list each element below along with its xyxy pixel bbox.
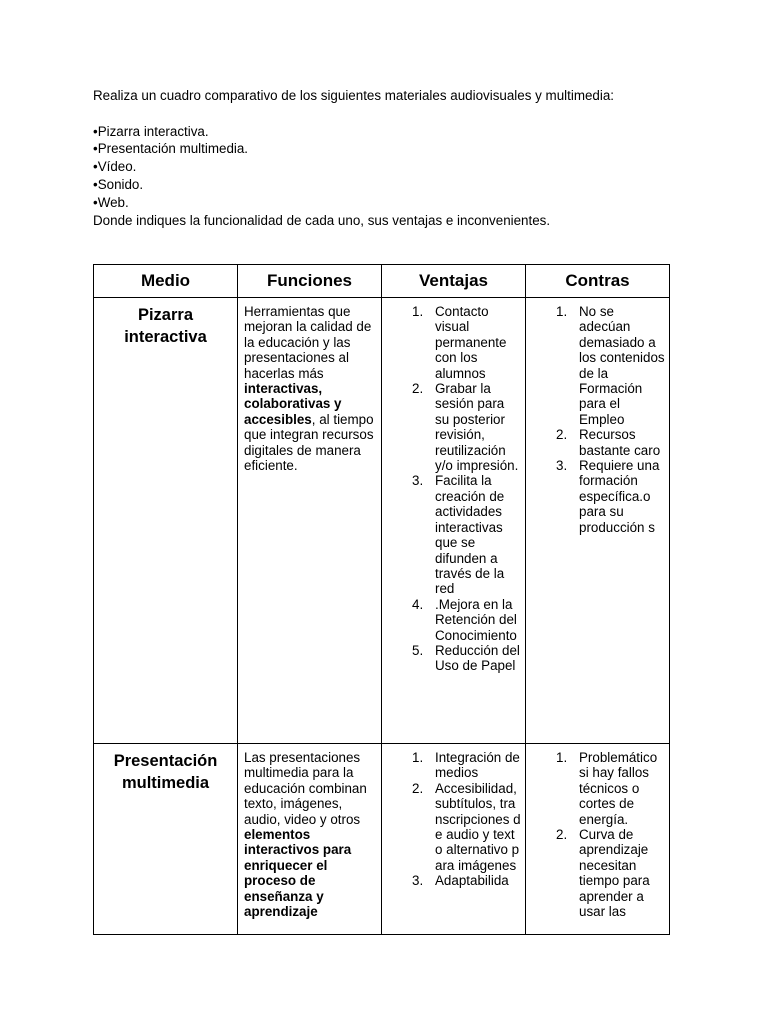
list-text: Facilita la creación de actividades interactivas que se difunden a través de la red [435, 473, 505, 597]
list-item [526, 827, 669, 919]
header-medio: Medio [94, 265, 238, 298]
ventajas-cell [382, 298, 526, 744]
contras-list [526, 750, 669, 919]
list-text: Integración de medios [435, 750, 520, 781]
list-text: No se adecúan demasiado a los contenidos de la Formación para el Empleo [579, 304, 665, 427]
spacer [93, 105, 713, 123]
list-number: 1. [556, 750, 568, 765]
funciones-cell [238, 744, 382, 935]
comparison-table [93, 264, 670, 935]
contras-cell [526, 744, 670, 935]
list-text: Reducción del Uso de Papel [435, 642, 520, 674]
funciones-text-end: , al tiempo que integran recursos digitales de manera eficiente. [244, 411, 374, 474]
list-item [382, 643, 525, 674]
bullet-item: •Presentación multimedia. [93, 141, 249, 157]
ventajas-list [382, 304, 525, 674]
list-item [382, 597, 525, 643]
header-contras: Contras [526, 265, 670, 298]
list-item [382, 473, 525, 596]
list-item [382, 304, 525, 381]
instructions [93, 87, 713, 229]
list-text: Requiere una formación específica.o para su producción s [579, 458, 660, 535]
list-number: 3. [412, 473, 424, 489]
bullet-item: •Web. [93, 194, 129, 210]
funciones-text: Herramientas que mejoran la calidad de la educación y las presentaciones al hacerlas más [244, 304, 372, 381]
bullet-item: •Pizarra interactiva. [93, 123, 209, 139]
contras-list [526, 304, 669, 535]
list-item [526, 427, 669, 458]
list-text: .Mejora en la Retención del Conocimiento [435, 596, 517, 643]
list-item [526, 458, 669, 535]
list-number: 3. [556, 458, 568, 474]
list-number: 1. [556, 304, 568, 319]
list-text: Problemático si hay fallos técnicos o cortes de energía. [579, 750, 658, 827]
list-text: Curva de aprendizaje necesitan tiempo para aprender a usar las [579, 827, 650, 920]
list-number: 4. [412, 596, 424, 612]
table-header-row [94, 265, 670, 298]
ventajas-list [382, 750, 525, 889]
list-item [526, 304, 669, 427]
instruction-line: Realiza un cuadro comparativo de los siguientes materiales audiovisuales y multimedia: [93, 88, 615, 103]
list-number: 2. [556, 827, 568, 843]
list-text: Grabar la sesión para su posterior revisión, reutilización y/o impresión. [435, 381, 519, 474]
list-number: 5. [412, 642, 424, 658]
funciones-bold: interactivas, colaborativas y accesibles [244, 381, 342, 427]
medio-cell: Presentación multimedia [94, 744, 238, 935]
header-ventajas: Ventajas [382, 265, 526, 298]
header-funciones: Funciones [238, 265, 382, 298]
medio-cell: Pizarra interactiva [94, 298, 238, 744]
ventajas-cell [382, 744, 526, 935]
list-text: Contacto visual permanente con los alumnos [435, 304, 507, 381]
list-number: 2. [412, 780, 424, 796]
list-number: 1. [412, 304, 424, 319]
list-item [382, 873, 525, 888]
list-item [526, 750, 669, 827]
table-row [94, 298, 670, 744]
list-number: 2. [412, 381, 424, 397]
list-number: 3. [412, 873, 424, 889]
list-text: Recursos bastante caro [579, 427, 661, 458]
list-item [382, 781, 525, 873]
list-number: 1. [412, 750, 424, 765]
funciones-text: Las presentaciones multimedia para la educación combinan texto, imágenes, audio, video y otros [244, 750, 367, 827]
list-number: 2. [556, 427, 568, 443]
list-item [382, 750, 525, 781]
contras-cell [526, 298, 670, 744]
list-text: Adaptabilida [435, 873, 509, 889]
funciones-bold: elementos interactivos para enriquecer el proceso de enseñanza y aprendizaje [244, 827, 352, 920]
funciones-cell [238, 298, 382, 744]
table-row [94, 744, 670, 935]
bullet-item: •Sonido. [93, 176, 144, 192]
instruction-closing: Donde indiques la funcionalidad de cada uno, sus ventajas e inconvenientes. [93, 212, 551, 228]
list-text: Accesibilidad, subtítulos, transcripciones de audio y texto alternativo para imágenes [435, 780, 521, 873]
list-item [382, 381, 525, 473]
bullet-item: •Vídeo. [93, 159, 137, 175]
